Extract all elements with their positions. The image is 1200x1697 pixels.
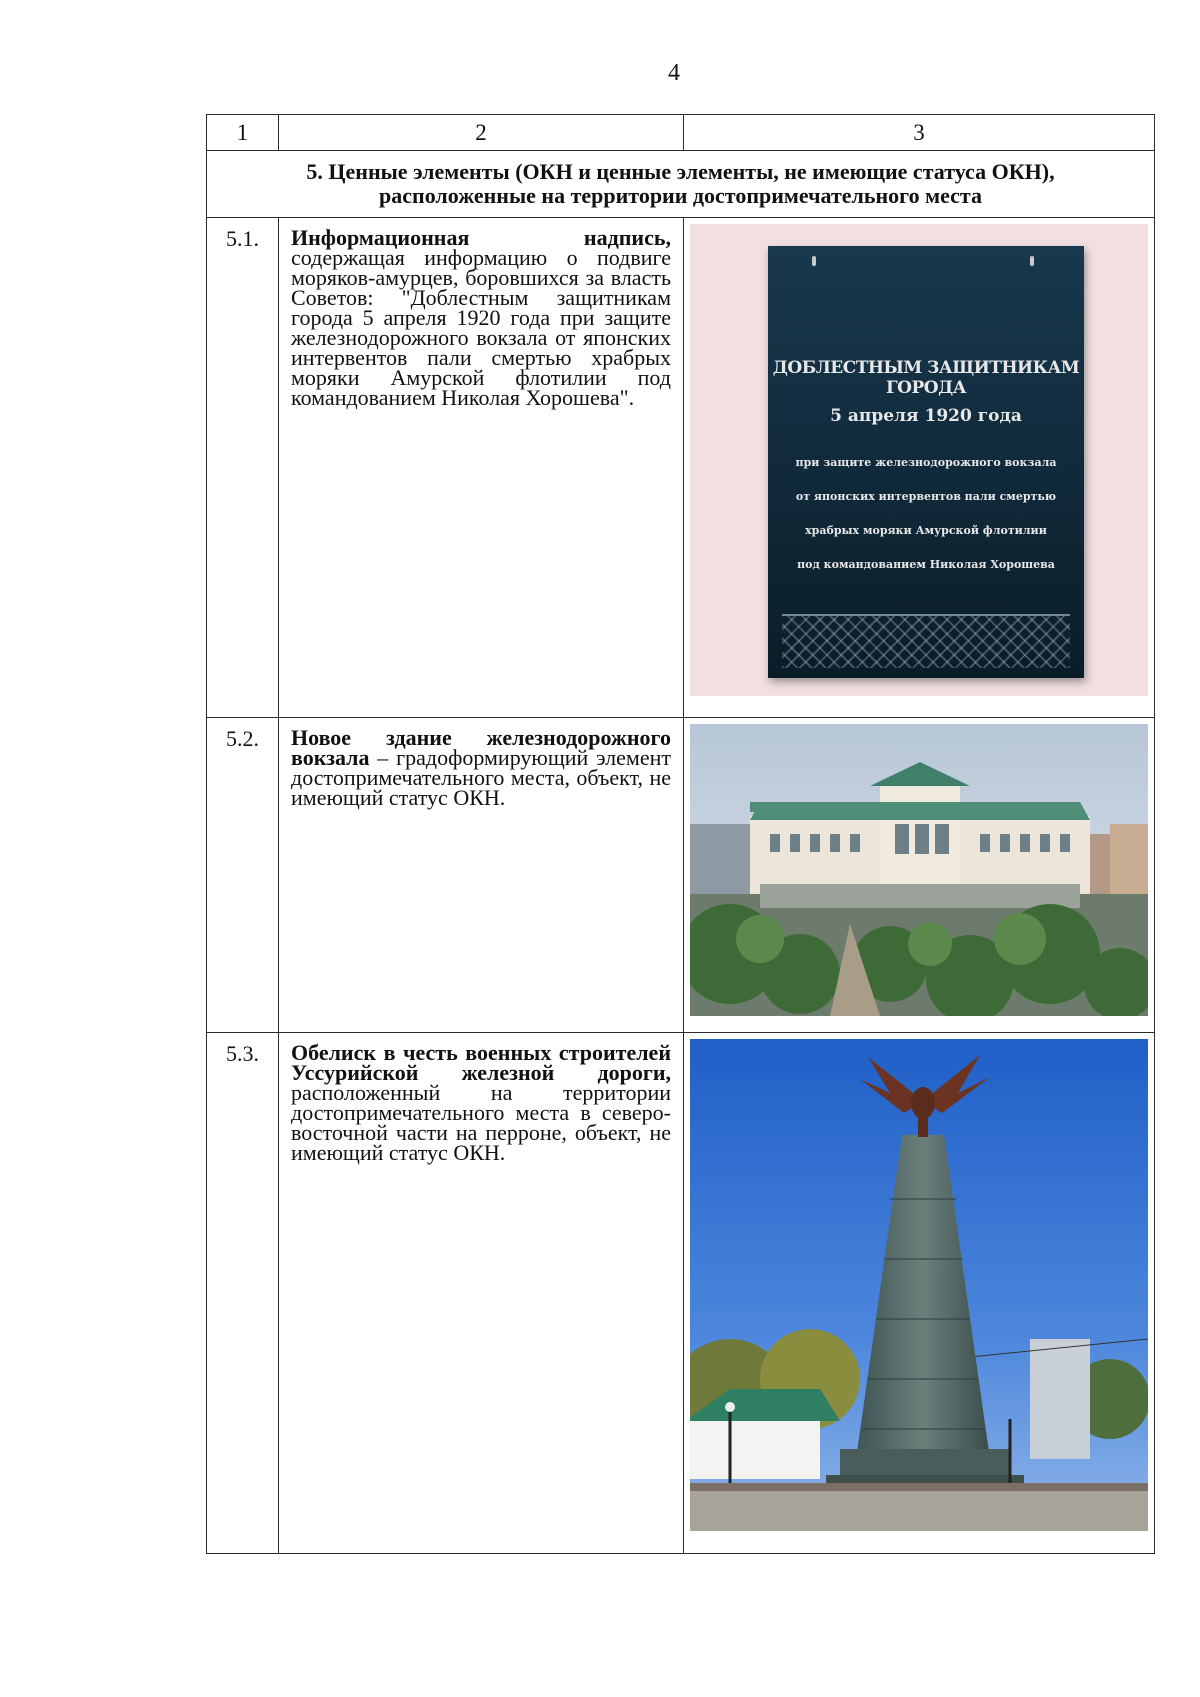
plaque-line-6: под командованием Николая Хорошева bbox=[797, 557, 1055, 571]
plaque-line-5: храбрых моряки Амурской флотилии bbox=[805, 523, 1047, 537]
row-text: расположенный на территории достопримечательного места в северо-восточной части на перроне, объект, не имеющий статус ОКН. bbox=[291, 1080, 671, 1166]
table-row bbox=[207, 217, 1155, 717]
row-description bbox=[279, 718, 684, 1033]
obelisk-image bbox=[690, 1039, 1148, 1531]
obelisk-photo bbox=[690, 1039, 1148, 1531]
memorial-plaque bbox=[768, 246, 1084, 678]
table-row bbox=[207, 718, 1155, 1033]
column-numbers-row bbox=[207, 115, 1155, 151]
row-number: 5.1. bbox=[207, 217, 279, 717]
row-image-cell bbox=[684, 1033, 1155, 1554]
row-image-cell bbox=[684, 718, 1155, 1033]
railway-station-photo bbox=[690, 724, 1148, 1016]
plaque-line-4: от японских интервентов пали смертью bbox=[795, 489, 1057, 503]
railway-station-image bbox=[690, 724, 1148, 1016]
table-row bbox=[207, 1033, 1155, 1554]
row-number: 5.2. bbox=[207, 718, 279, 1033]
plaque-bolt bbox=[812, 256, 816, 266]
valuable-elements-table bbox=[206, 114, 1155, 1554]
row-title: Обелиск в честь военных строителей Уссурийской железной дороги, bbox=[291, 1040, 671, 1086]
plaque-line-3: при защите железнодорожного вокзала bbox=[795, 455, 1057, 469]
column-number-2: 2 bbox=[279, 115, 684, 151]
memorial-plaque-photo bbox=[690, 224, 1148, 696]
section-title bbox=[207, 151, 1155, 218]
section-title-line-2: расположенные на территории достопримечательного места bbox=[379, 182, 982, 208]
column-number-1: 1 bbox=[207, 115, 279, 151]
column-number-3: 3 bbox=[684, 115, 1155, 151]
row-description bbox=[279, 217, 684, 717]
row-text: содержащая информацию о подвиге моряков-амурцев, боровшихся за власть Советов: "Доблестным защитникам города 5 апреля 1920 года при защите железнодорожного вокзала от японских интервентов пали смертью храбрых моряки Амурской флотилии под командованием Николая Хорошева". bbox=[291, 244, 671, 410]
plaque-line-2: 5 апреля 1920 года bbox=[830, 405, 1022, 426]
row-image-cell bbox=[684, 217, 1155, 717]
row-title: Новое здание железнодорожного вокзала bbox=[291, 725, 671, 771]
section-title-row bbox=[207, 151, 1155, 218]
section-title-line-1: 5. Ценные элементы (ОКН и ценные элементы, не имеющие статуса ОКН), bbox=[306, 158, 1055, 184]
plaque-line-1: ДОБЛЕСТНЫМ ЗАЩИТНИКАМ ГОРОДА bbox=[772, 357, 1080, 398]
row-title: Информационная надпись, bbox=[291, 224, 671, 250]
row-number: 5.3. bbox=[207, 1033, 279, 1554]
page-number: 4 bbox=[668, 60, 680, 86]
row-text: – градоформирующий элемент достопримечательного места, объект, не имеющий статус ОКН. bbox=[291, 745, 671, 811]
plaque-ornament bbox=[782, 614, 1070, 668]
row-description bbox=[279, 1033, 684, 1554]
plaque-bolt bbox=[1030, 256, 1034, 266]
